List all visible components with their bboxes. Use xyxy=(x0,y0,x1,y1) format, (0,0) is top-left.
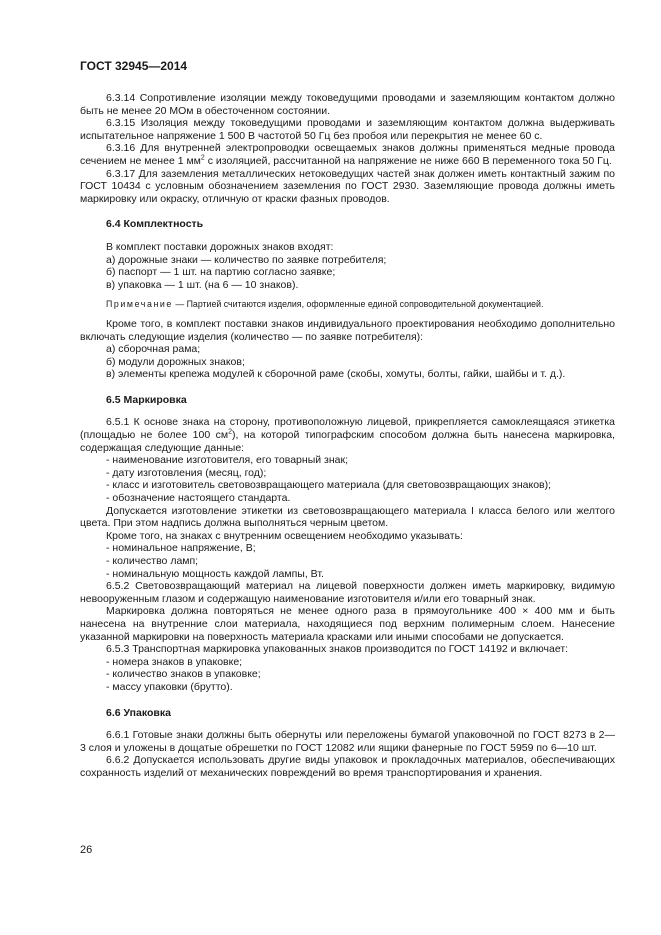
section-heading-6-6: 6.6 Упаковка xyxy=(106,706,171,719)
paragraph-label-material: Допускается изготовление этикетки из световозвращающего материала I класса белого или желтого цвета. При этом надпись должна выполняться черным цветом. xyxy=(80,504,615,530)
paragraph-6-5-1-text-a: 6.5.1 К основе знака на сторону, противоположную лицевой, прикрепляется самоклеящаяся этикетка (площадью не более 100 см xyxy=(80,416,615,442)
paragraph-6-3-16-text-b: с изоляцией, рассчитанной на напряжение не ниже 660 В переменного тока 50 Гц. xyxy=(204,154,612,167)
list-item: б) паспорт — 1 шт. на партию согласно заявке; xyxy=(106,266,336,279)
list-item: - количество ламп; xyxy=(106,555,199,567)
note-label: Примечание xyxy=(106,299,173,310)
paragraph-6-3-14: 6.3.14 Сопротивление изоляции между токоведущими проводами и заземляющим контактом должно быть не менее 20 МОм в обесточенном состоянии. xyxy=(80,92,615,117)
paragraph-6-3-15: 6.3.15 Изоляция между токоведущими проводами и заземляющим контактом должна выдерживать испытательное напряжение 1 500 В частотой 50 Гц без пробоя или перекрытия не менее 60 с. xyxy=(80,117,615,142)
list-item: - наименование изготовителя, его товарный знак; xyxy=(106,454,348,467)
list-item: а) дорожные знаки — количество по заявке потребителя; xyxy=(106,253,387,266)
section-heading-6-4: 6.4 Комплектность xyxy=(106,218,204,231)
paragraph-lit-signs: Кроме того, на знаках с внутренним освещением необходимо указывать: xyxy=(106,529,463,542)
list-item: - номера знаков в упаковке; xyxy=(106,655,243,668)
list-item: - номинальную мощность каждой лампы, Вт. xyxy=(106,567,324,580)
list-item: - дату изготовления (месяц, год); xyxy=(106,466,267,479)
paragraph-6-5-3: 6.5.3 Транспортная маркировка упакованных знаков производится по ГОСТ 14192 и включает: xyxy=(106,643,569,656)
paragraph-6-3-16 xyxy=(80,142,615,167)
paragraph-6-6-2: 6.6.2 Допускается использовать другие виды упаковок и прокладочных материалов, обеспечивающих сохранность изделий от механических повреждений во время транспортирования и хранения. xyxy=(80,754,615,779)
list-item: - класс и изготовитель световозвращающего материала (для световозвращающих знаков); xyxy=(106,479,552,492)
section-heading-6-5: 6.5 Маркировка xyxy=(106,393,187,406)
list-item: - массу упаковки (брутто). xyxy=(106,680,233,693)
paragraph-6-5-1-text-b: ), на которой типографским способом должна быть нанесена маркировка, содержащая следующие данные: xyxy=(80,429,615,454)
list-item: - номинальное напряжение, В; xyxy=(106,542,256,555)
paragraph-6-3-17: 6.3.17 Для заземления металлических нетоковедущих частей знак должен иметь контактный зажим по ГОСТ 10434 с условным обозначением заземления по ГОСТ 2930. Заземляющие провода должны иметь маркировку или окраску, отличную от краски фазных проводов. xyxy=(80,167,615,205)
paragraph-6-5-1 xyxy=(80,416,615,454)
document-header: ГОСТ 32945—2014 xyxy=(80,59,188,73)
list-item: - количество знаков в упаковке; xyxy=(106,668,261,681)
list-item: в) элементы крепежа модулей к сборочной раме (скобы, хомуты, болты, гайки, шайбы и т. д.). xyxy=(106,368,566,381)
superscript: 2 xyxy=(228,428,232,436)
note xyxy=(80,298,615,311)
paragraph-6-5-2-cont: Маркировка должна повторяться не менее одного раза в прямоугольнике 400 × 400 мм и быть нанесена на внутренние слои материала, находящиеся под верхним полимерным слоем. Нанесение указанной маркировки на поверхность материала красками или иными способами не допускается. xyxy=(80,605,615,643)
paragraph-extra-items: Кроме того, в комплект поставки знаков индивидуального проектирования необходимо дополнительно включать следующие изделия (количество — по заявке потребителя): xyxy=(80,317,615,343)
list-item: б) модули дорожных знаков; xyxy=(106,355,245,368)
note-text: — Партией считаются изделия, оформленные единой сопроводительной документацией. xyxy=(172,299,544,310)
list-item: а) сборочная рама; xyxy=(106,343,201,356)
superscript: 2 xyxy=(200,154,205,162)
paragraph-6-6-1: 6.6.1 Готовые знаки должны быть обернуты или переложены бумагой упаковочной по ГОСТ 8273 в 2—3 слоя и уложены в дощатые обрешетки по ГОСТ 12082 или ящики фанерные по ГОСТ 5959 по 6—10 шт. xyxy=(80,729,615,754)
list-item: в) упаковка — 1 шт. (на 6 — 10 знаков). xyxy=(106,278,299,291)
paragraph-6-3-16-text-a: 6.3.16 Для внутренней электропроводки освещаемых знаков должны применяться медные провода сечением не менее 1 мм xyxy=(80,142,615,167)
page-body xyxy=(80,92,615,780)
list-intro: В комплект поставки дорожных знаков входят: xyxy=(106,240,334,253)
page-number: 26 xyxy=(80,844,93,856)
list-item: - обозначение настоящего стандарта. xyxy=(106,492,291,505)
paragraph-6-5-2: 6.5.2 Световозвращающий материал на лицевой поверхности должен иметь маркировку, видимую невооруженным глазом и содержащую наименование изготовителя и/или его товарный знак. xyxy=(80,580,615,605)
